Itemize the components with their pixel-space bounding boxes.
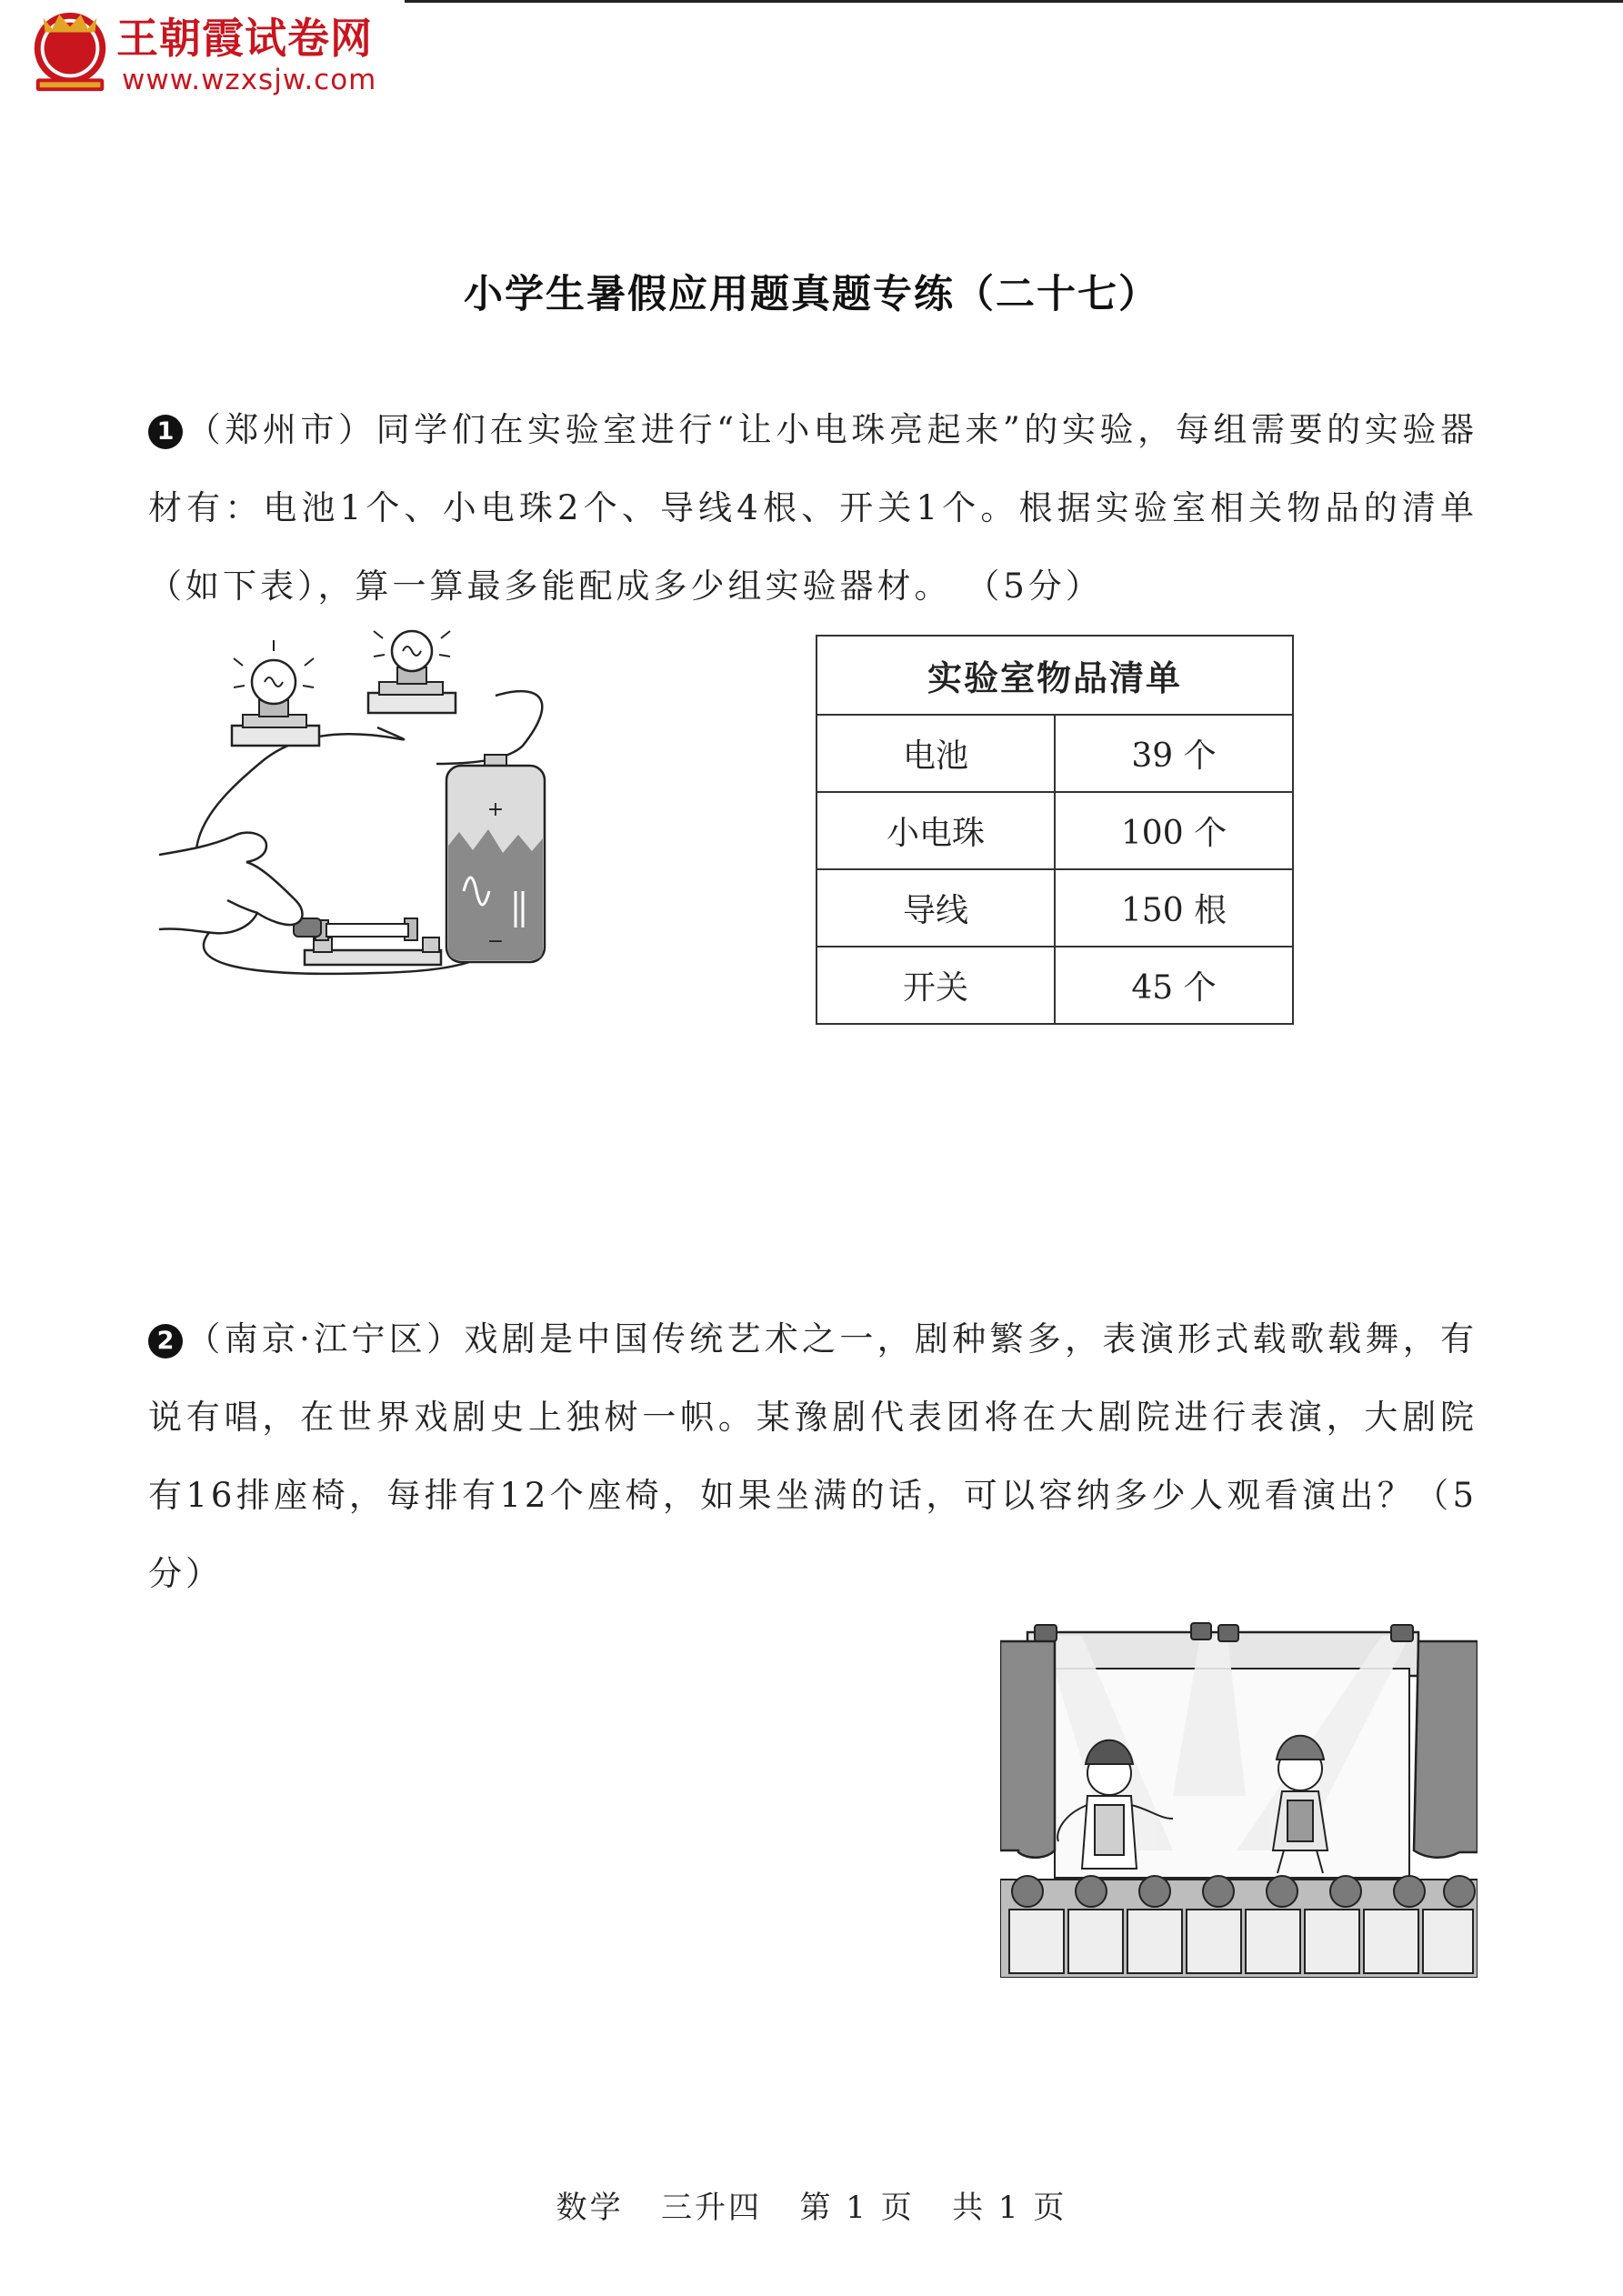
- circuit-illustration: [159, 627, 668, 991]
- question-2: [148, 1300, 1478, 1613]
- battery-plus-label: +: [486, 798, 505, 821]
- question-2-text: （南京·江宁区）戏剧是中国传统艺术之一，剧种繁多，表演形式载歌载舞，有说有唱，在世界戏剧史上独树一帜。某豫剧代表团将在大剧院进行表演，大剧院有16排座椅，每排有12个座椅，如果坐满的话，可以容纳多少人观看演出？（5分）: [148, 1319, 1478, 1593]
- page-footer: 数学 三升四 第 1 页 共 1 页: [556, 2190, 1067, 2226]
- page-title: 小学生暑假应用题真题专练（二十七）: [464, 272, 1159, 317]
- items-table: [816, 635, 1294, 1025]
- table-cell-item: 小电珠: [817, 792, 1055, 869]
- curtain-right: [1414, 1641, 1478, 1858]
- seat-backs: [1009, 1910, 1473, 1973]
- logo-emblem-icon: [25, 7, 115, 96]
- question-number-badge: 1: [148, 415, 183, 449]
- table-cell-item: 电池: [817, 715, 1055, 792]
- logo-url[interactable]: www.wzxsjw.com: [122, 64, 377, 96]
- question-1-text: （郑州市）同学们在实验室进行“让小电珠亮起来”的实验，每组需要的实验器材有：电池1个、小电珠2个、导线4根、开关1个。根据实验室相关物品的清单（如下表），算一算最多能配成多少组实验器材。 （5分）: [148, 410, 1478, 606]
- bulb-2-icon: [368, 631, 456, 713]
- table-header-row: [817, 636, 1293, 715]
- logo-title: 王朝霞试卷网: [116, 14, 373, 63]
- table-row: [817, 869, 1293, 947]
- switch-icon: [294, 918, 441, 965]
- table-cell-item: 开关: [817, 947, 1055, 1024]
- battery-icon: [446, 755, 545, 962]
- question-1: [148, 391, 1478, 626]
- hand-icon: [159, 833, 303, 934]
- table-cell-item: 导线: [817, 869, 1055, 947]
- table-cell-qty: 45 个: [1055, 947, 1293, 1024]
- bulb-1-icon: [232, 640, 319, 746]
- theater-illustration: [1000, 1614, 1478, 1978]
- table-row: [817, 947, 1293, 1024]
- top-rule: [405, 0, 1623, 3]
- battery-minus-label: −: [486, 930, 505, 953]
- table-row: [817, 715, 1293, 792]
- table-row: [817, 792, 1293, 869]
- table-title: 实验室物品清单: [817, 636, 1293, 715]
- question-number-badge: 2: [148, 1324, 183, 1359]
- curtain-left: [1000, 1641, 1055, 1858]
- table-cell-qty: 100 个: [1055, 792, 1293, 869]
- table-cell-qty: 150 根: [1055, 869, 1293, 947]
- table-cell-qty: 39 个: [1055, 715, 1293, 792]
